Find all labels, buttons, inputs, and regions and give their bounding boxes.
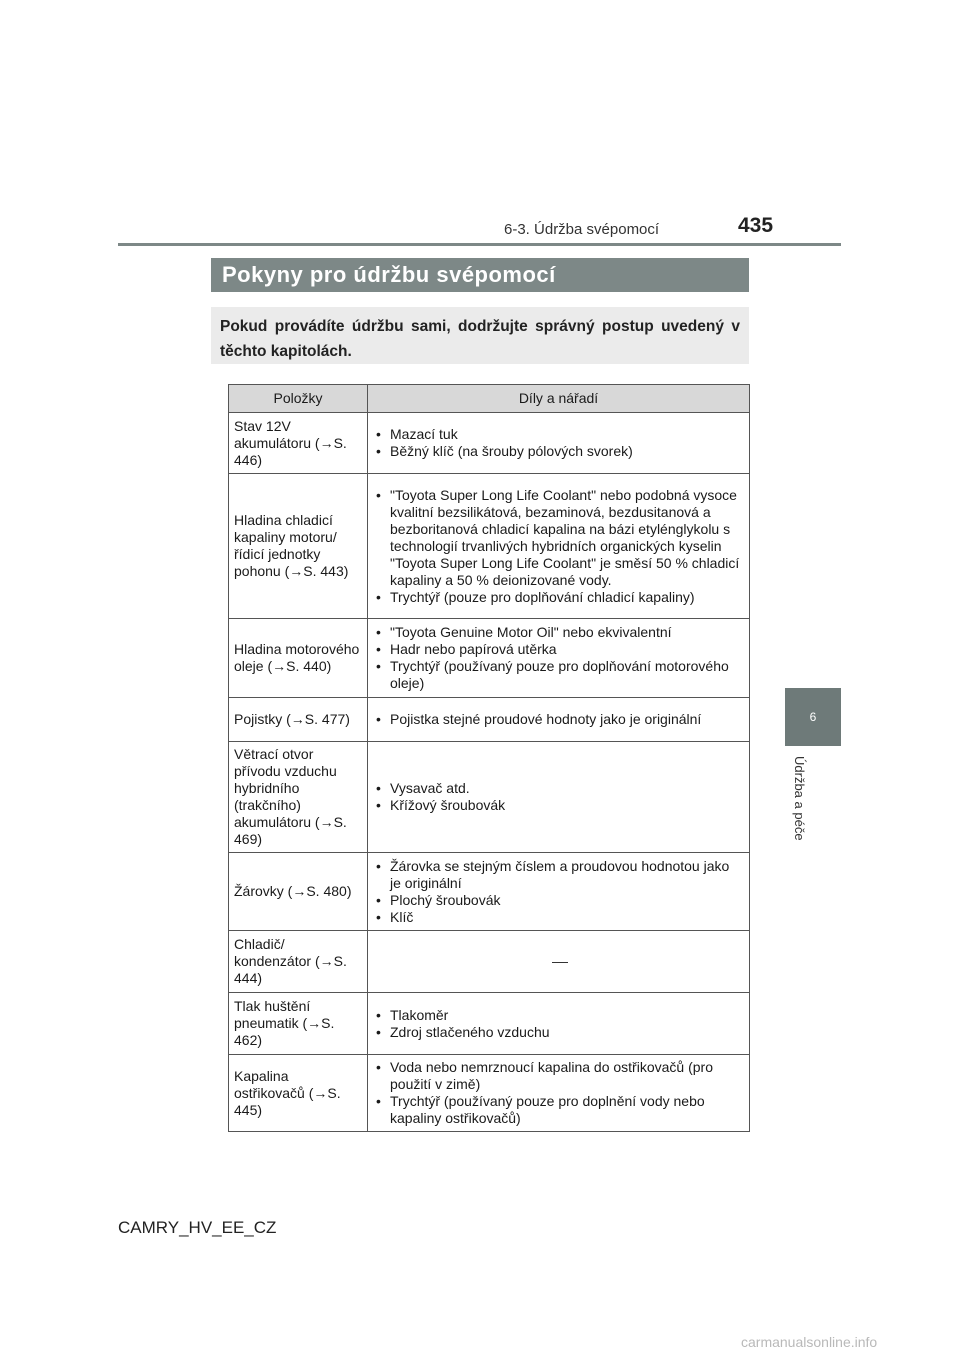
item-cell: Pojistky (→S. 477)	[229, 698, 368, 742]
table-row	[229, 619, 750, 698]
table-row	[229, 413, 750, 474]
parts-list	[376, 426, 744, 460]
section-title: 6-3. Údržba svépomocí	[504, 221, 660, 238]
list-item: • Vysavač atd.	[376, 780, 744, 797]
table-row	[229, 1055, 750, 1132]
page-title: Pokyny pro údržbu svépomocí	[211, 258, 749, 292]
item-cell: Stav 12V akumulátoru (→S. 446)	[229, 413, 368, 474]
chapter-tab[interactable]	[785, 688, 841, 746]
page-number: 435	[738, 214, 774, 237]
parts-cell	[368, 619, 750, 698]
parts-list	[376, 1059, 744, 1127]
list-item: • Křížový šroubovák	[376, 797, 744, 814]
parts-list	[376, 858, 744, 926]
parts-cell	[368, 474, 750, 619]
parts-cell	[368, 1055, 750, 1132]
parts-cell	[368, 698, 750, 742]
list-item: • Mazací tuk	[376, 426, 744, 443]
item-cell: Hladina chladicí kapaliny motoru/ řídicí jednotky pohonu (→S. 443)	[229, 474, 368, 619]
parts-list	[376, 711, 744, 728]
item-cell: Hladina motorového oleje (→S. 440)	[229, 619, 368, 698]
list-item: • Běžný klíč (na šrouby pólových svorek)	[376, 443, 744, 460]
parts-cell	[368, 993, 750, 1055]
list-item: • Žárovka se stejným číslem a proudovou hodnotou jako je originální	[376, 858, 744, 892]
table-header-row	[229, 385, 750, 413]
item-cell: Žárovky (→S. 480)	[229, 853, 368, 931]
item-cell: Chladič/ kondenzátor (→S. 444)	[229, 931, 368, 993]
list-item: • Hadr nebo papírová utěrka	[376, 641, 744, 658]
parts-cell	[368, 742, 750, 853]
list-item: • Pojistka stejné proudové hodnoty jako je originální	[376, 711, 744, 728]
list-item: • Tlakoměr	[376, 1007, 744, 1024]
watermark: carmanualsonline.info	[741, 1334, 878, 1350]
column-header-parts: Díly a nářadí	[368, 385, 750, 413]
table-row	[229, 698, 750, 742]
table-row	[229, 742, 750, 853]
column-header-items: Položky	[229, 385, 368, 413]
header-divider	[118, 243, 841, 246]
parts-list	[376, 487, 744, 606]
list-item: • "Toyota Super Long Life Coolant" nebo podobná vysoce kvalitní bezsilikátová, bezaminová, bezdusitanová a bezboritanová chladicí kapalina na bázi etylénglykolu s technologií trvanlivých hybridních organických kyselin "Toyota Super Long Life Coolant" je směsí 50 % chladicí kapaliny a 50 % deionizované vody.	[376, 487, 744, 589]
table-row	[229, 474, 750, 619]
list-item: • Trychtýř (používaný pouze pro doplnění vody nebo kapaliny ostřikovačů)	[376, 1093, 744, 1127]
item-cell: Kapalina ostřikovačů (→S. 445)	[229, 1055, 368, 1132]
item-cell: Větrací otvor přívodu vzduchu hybridního (trakčního) akumulátoru (→S. 469)	[229, 742, 368, 853]
list-item: • Voda nebo nemrznoucí kapalina do ostřikovačů (pro použití v zimě)	[376, 1059, 744, 1093]
parts-list	[376, 1007, 744, 1041]
list-item: • Plochý šroubovák	[376, 892, 744, 909]
empty-dash	[552, 962, 568, 963]
table-row	[229, 993, 750, 1055]
parts-list	[376, 624, 744, 692]
parts-cell	[368, 413, 750, 474]
chapter-label: Údržba a péče	[792, 756, 807, 841]
parts-list	[376, 780, 744, 814]
list-item: • "Toyota Genuine Motor Oil" nebo ekvivalentní	[376, 624, 744, 641]
parts-cell	[368, 931, 750, 993]
maintenance-table	[228, 384, 750, 1132]
table-row	[229, 931, 750, 993]
chapter-number: 6	[809, 710, 817, 724]
list-item: • Klíč	[376, 909, 744, 926]
intro-text: Pokud provádíte údržbu sami, dodržujte správný postup uvedený v těchto kapitolách.	[211, 307, 749, 364]
table-row	[229, 853, 750, 931]
parts-cell	[368, 853, 750, 931]
list-item: • Trychtýř (používaný pouze pro doplňování motorového oleje)	[376, 658, 744, 692]
item-cell: Tlak huštění pneumatik (→S. 462)	[229, 993, 368, 1055]
list-item: • Zdroj stlačeného vzduchu	[376, 1024, 744, 1041]
document-code: CAMRY_HV_EE_CZ	[118, 1218, 277, 1237]
list-item: • Trychtýř (pouze pro doplňování chladicí kapaliny)	[376, 589, 744, 606]
